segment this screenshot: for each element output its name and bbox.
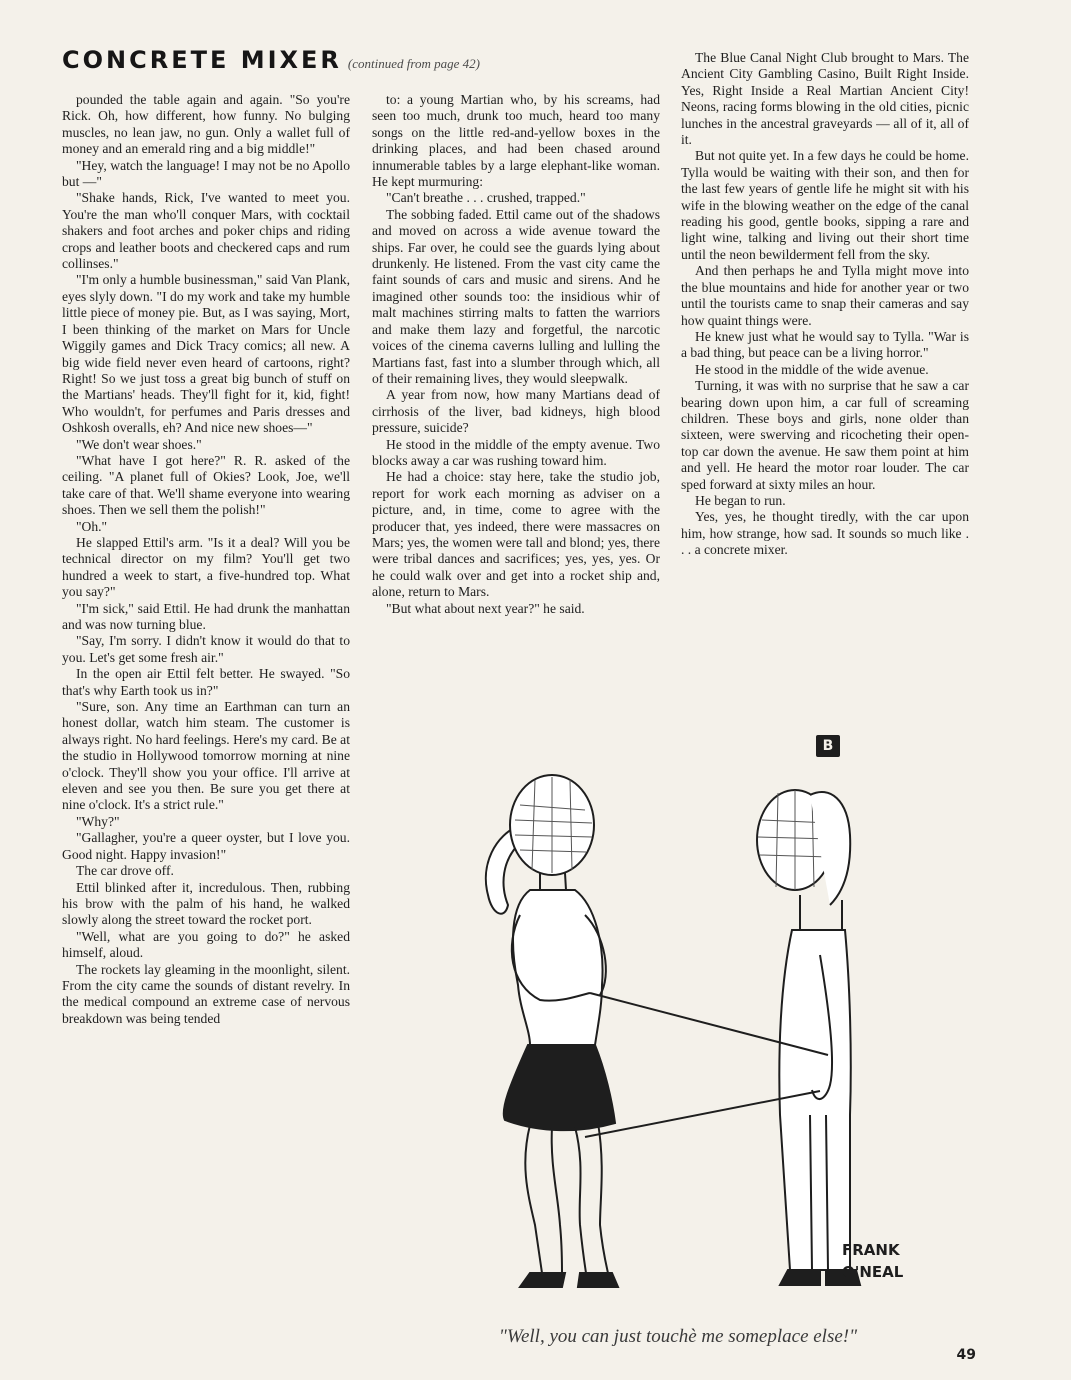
paragraph: "I'm sick," said Ettil. He had drunk the manhattan and was now turning blue. <box>62 600 350 632</box>
cartoon-caption: "Well, you can just touchè me someplace else!" <box>498 1326 858 1347</box>
end-mark-bunny-icon: B <box>816 735 840 757</box>
artist-signature-line1: FRANK <box>842 1241 900 1259</box>
paragraph: The sobbing faded. Ettil came out of the shadows and moved on across a wide avenue toward the ships. Far over, he could see the guards lying about drunkenly. He listened. From the vast city came the faint sounds of cars and music and sirens. And he imagined other sounds too: the insidious whir of malt machines stirring malts to fatten the warriors and make them lazy and forgetful, the narcotic voices of the cinema caverns lulling and lulling the Martians fast, fast into a slumber through which, all of their remaining lives, they would sleepwalk. <box>372 206 660 386</box>
paragraph: In the open air Ettil felt better. He swayed. "So that's why Earth took us in?" <box>62 666 350 698</box>
story-title: CONCRETE MIXER <box>62 46 342 74</box>
paragraph: He stood in the middle of the empty avenue. Two blocks away a car was rushing toward him. <box>372 436 660 468</box>
fencing-cartoon <box>380 755 980 1310</box>
paragraph: Ettil blinked after it, incredulous. Then, rubbing his brow with the palm of his hand, he walked slowly along the street toward the rocket port. <box>62 879 350 928</box>
paragraph: He knew just what he would say to Tylla. "War is a bad thing, but peace can be a living horror." <box>681 328 969 361</box>
paragraph: "But what about next year?" he said. <box>386 600 585 616</box>
paragraph: And then perhaps he and Tylla might move into the blue mountains and hide for another year or two until the tourists came to snap their cameras and say how quaint things were. <box>681 263 969 328</box>
girl-figure <box>486 775 618 1287</box>
paragraph: The Blue Canal Night Club brought to Mars. The Ancient City Gambling Casino, Built Right Inside. Yes, Right Inside a Real Martian Ancient City! Neons, racing forms blowing in the old cities, picnic lunches in the ancestral graveyards — all of it, all of it. <box>681 50 969 148</box>
continued-note: (continued from page 42) <box>347 56 480 71</box>
story-heading <box>62 46 480 74</box>
paragraph: "Can't breathe . . . crushed, trapped." <box>386 190 586 206</box>
paragraph: "Well, what are you going to do?" he asked himself, aloud. <box>62 928 350 961</box>
paragraph: He began to run. <box>695 492 786 508</box>
artist-signature-line2: O'NEAL <box>842 1263 904 1281</box>
paragraph: The rockets lay gleaming in the moonlight, silent. From the city came the sounds of distant revelry. In the medical compound an extreme case of nervous breakdown was being tended <box>62 961 350 1026</box>
paragraph: "Why?" <box>76 813 120 829</box>
paragraph: "What have I got here?" R. R. asked of the ceiling. "A planet full of Okies? Look, Joe, we'll take care of that. We'll shame everyone into wearing shoes. Then we sell them the polish!" <box>62 452 350 518</box>
paragraph: He slapped Ettil's arm. "Is it a deal? Will you be technical director on my film? You'll get two hundred a week to start, a five-hundred top. What you say?" <box>62 534 350 600</box>
paragraph: Yes, yes, he thought tiredly, with the car upon him, how strange, how sad. It sounds so much like . . . a concrete mixer. <box>681 509 969 558</box>
paragraph: He had a choice: stay here, take the studio job, report for work each morning as adviser on a picture, and, in time, come to agree with the producer that, yes indeed, there were massacres on Mars; yes, the women were tall and blond; yes, there were tribal dances and sacrifices; yes, yes, yes. Or he could walk over and get into a rocket ship and, alone, return to Mars. <box>372 469 660 600</box>
paragraph: "Gallagher, you're a queer oyster, but I love you. Good night. Happy invasion!" <box>62 830 350 862</box>
text-column-2 <box>372 92 660 752</box>
page-number: 49 <box>956 1347 976 1363</box>
paragraph: to: a young Martian who, by his screams, had seen too much, drunk too much, heard too many songs on the little red-and-yellow boxes in the drinking places, and had been chased around innumerable tables by a large elephant-like woman. He kept murmuring: <box>372 92 660 190</box>
text-column-1 <box>62 92 350 1322</box>
paragraph: "Shake hands, Rick, I've wanted to meet you. You're the man who'll conquer Mars, with cocktail shakers and foot arches and poker chips and riding crops and leather boots and checkered caps and rum collinses." <box>62 190 350 272</box>
paragraph: "Oh." <box>76 518 108 534</box>
paragraph: "We don't wear shoes." <box>76 436 202 452</box>
paragraph: A year from now, how many Martians dead of cirrhosis of the liver, bad kidneys, high blood pressure, suicide? <box>372 387 660 436</box>
paragraph: Turning, it was with no surprise that he saw a car bearing down upon him, a car full of screaming children. These boys and girls, none older than sixteen, were swerving and ricocheting their open-top car down the avenue. He saw them point at him and yell. He heard the motor roar louder. The car sped forward at sixty miles an hour. <box>681 378 969 492</box>
paragraph: But not quite yet. In a few days he could be home. Tylla would be waiting with their son, and then for the last few years of gentle life he might sit with his wife in the blowing weather on the edge of the canal reading his good, gentle books, sipping a rare and light wine, talking and living out their short time until the neon bewilderment fell from the sky. <box>681 148 969 262</box>
paragraph: pounded the table again and again. "So you're Rick. Oh, how different, how funny. No bulging muscles, no lean jaw, no gun. Only a wallet full of money and an emerald ring and a big middle!" <box>62 92 350 157</box>
paragraph: "I'm only a humble businessman," said Van Plank, eyes slyly down. "I do my work and take my humble little piece of money pie. But, as I was saying, Mort, I been thinking of the market on Mars for Uncle Wiggily games and Dick Tracy comics; all new. A big wide field never even heard of cartoons, right? Right! So we just toss a great big bunch of stuff on the Martians' heads. They'll fight for it, kid, fight! Who wouldn't, for perfumes and Paris dresses and Oshkosh overalls, eh? And nice new shoes—" <box>62 272 350 436</box>
paragraph: "Sure, son. Any time an Earthman can turn an honest dollar, watch him steam. The customer is always right. No hard feelings. Here's my card. Be at the studio in Hollywood tomorrow morning at nine o'clock. They'll show you your office. I'll arrive at eleven and see you then. Be sure you get there at nine o'clock. It's a strict rule." <box>62 699 350 813</box>
text-column-3 <box>681 50 969 730</box>
paragraph: The car drove off. <box>76 863 174 879</box>
paragraph: "Hey, watch the language! I may not be no Apollo but —" <box>62 157 350 190</box>
man-figure <box>757 790 860 1285</box>
paragraph: "Say, I'm sorry. I didn't know it would do that to you. Let's get some fresh air." <box>62 633 350 665</box>
paragraph: He stood in the middle of the wide avenue. <box>695 361 929 377</box>
